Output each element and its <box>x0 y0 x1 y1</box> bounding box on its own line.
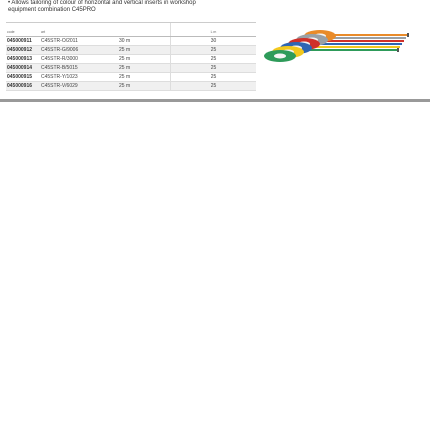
row-qty: 25 <box>171 64 257 73</box>
row-code: 045000912 <box>6 46 40 55</box>
table-row <box>6 46 256 55</box>
header-blank <box>118 23 171 37</box>
row-model: C45STR-V/6029 <box>40 82 118 91</box>
product-description <box>8 0 258 14</box>
description-line-2: equipment combination C45PRO <box>8 7 96 13</box>
row-length: 25 m <box>118 73 171 82</box>
row-qty: 25 <box>171 82 257 91</box>
row-code: 045000911 <box>6 37 40 46</box>
table-row <box>6 64 256 73</box>
row-qty: 30 <box>171 37 257 46</box>
header-length: L m <box>171 23 257 37</box>
row-qty: 25 <box>171 46 257 55</box>
row-model: C45STR-O/2011 <box>40 37 118 46</box>
table-row <box>6 55 256 64</box>
row-model: C45STR-G/9006 <box>40 46 118 55</box>
row-code: 045000913 <box>6 55 40 64</box>
section-divider <box>0 99 430 102</box>
row-length: 25 m <box>118 55 171 64</box>
row-qty: 25 <box>171 73 257 82</box>
table-row <box>6 82 256 91</box>
header-art: art <box>40 23 118 37</box>
row-length: 25 m <box>118 82 171 91</box>
row-model: C45STR-B/5015 <box>40 64 118 73</box>
row-length: 25 m <box>118 64 171 73</box>
row-length: 25 m <box>118 46 171 55</box>
row-model: C45STR-R/3000 <box>40 55 118 64</box>
table-header-row <box>6 23 256 37</box>
row-model: C45STR-Y/1023 <box>40 73 118 82</box>
tape-rolls-image <box>262 24 414 68</box>
table-row <box>6 73 256 82</box>
table-row <box>6 37 256 46</box>
row-code: 045000914 <box>6 64 40 73</box>
row-length: 30 m <box>118 37 171 46</box>
header-code: code <box>6 23 40 37</box>
product-table <box>6 22 256 91</box>
row-code: 045000916 <box>6 82 40 91</box>
row-qty: 25 <box>171 55 257 64</box>
row-code: 045000915 <box>6 73 40 82</box>
description-line-1: • Allows tailoring of colour of horizontal and vertical inserts in workshop <box>8 0 196 6</box>
